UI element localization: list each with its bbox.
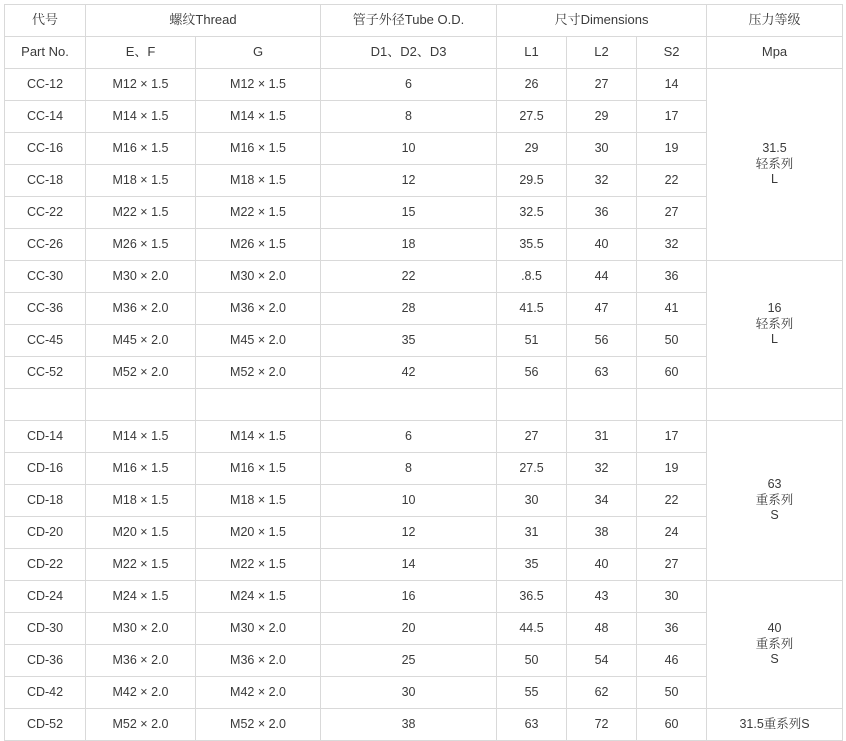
cell-ef: M22 × 1.5: [86, 197, 196, 229]
cell-l1: 51: [497, 325, 567, 357]
cell-g: M18 × 1.5: [196, 485, 321, 517]
header-l1: L1: [497, 37, 567, 69]
cell-s2: 36: [637, 261, 707, 293]
cell-part-no: CC-30: [5, 261, 86, 293]
cell-g: M12 × 1.5: [196, 69, 321, 101]
cell-part-no: CC-18: [5, 165, 86, 197]
cell-tube-od: 10: [321, 485, 497, 517]
cell-g: M22 × 1.5: [196, 197, 321, 229]
cell-s2: 24: [637, 517, 707, 549]
cell-s2: 36: [637, 613, 707, 645]
cell-l1: 31: [497, 517, 567, 549]
cell-part-no: CC-52: [5, 357, 86, 389]
cell-s2: 22: [637, 485, 707, 517]
cell-pressure-rating: [707, 421, 843, 581]
cell-ef: M16 × 1.5: [86, 453, 196, 485]
header-pressure-group: 压力等级: [707, 5, 843, 37]
cell-l2: 36: [567, 197, 637, 229]
cell-ef: M18 × 1.5: [86, 165, 196, 197]
cell-tube-od: 15: [321, 197, 497, 229]
header-mpa: Mpa: [707, 37, 843, 69]
cell-ef: M14 × 1.5: [86, 421, 196, 453]
cell-tube-od: 12: [321, 517, 497, 549]
cell-tube-od: 42: [321, 357, 497, 389]
cell-l2: 40: [567, 549, 637, 581]
cell-g: M16 × 1.5: [196, 453, 321, 485]
cell-l2: 29: [567, 101, 637, 133]
header-ef: E、F: [86, 37, 196, 69]
cell-l2: 72: [567, 709, 637, 741]
header-dimensions-group: 尺寸Dimensions: [497, 5, 707, 37]
cell-tube-od: 16: [321, 581, 497, 613]
cell-s2: 60: [637, 357, 707, 389]
table-row: [5, 421, 843, 453]
cell-s2: 30: [637, 581, 707, 613]
cell-l2: 34: [567, 485, 637, 517]
pressure-value: 40: [767, 621, 782, 636]
cell-s2: 14: [637, 69, 707, 101]
cell-g: M30 × 2.0: [196, 261, 321, 293]
cell-s2: 19: [637, 453, 707, 485]
cell-part-no: CC-26: [5, 229, 86, 261]
cell-part-no: CD-16: [5, 453, 86, 485]
cell-ef: M30 × 2.0: [86, 613, 196, 645]
cell-ef: M26 × 1.5: [86, 229, 196, 261]
cell-l2: 63: [567, 357, 637, 389]
header-g: G: [196, 37, 321, 69]
cell-tube-od: 12: [321, 165, 497, 197]
cell-l2: 32: [567, 165, 637, 197]
cell-pressure-rating: [707, 261, 843, 389]
cell-g: M14 × 1.5: [196, 101, 321, 133]
cell-part-no: CC-45: [5, 325, 86, 357]
cell-s2: 19: [637, 133, 707, 165]
cell-part-no: CD-14: [5, 421, 86, 453]
cell-ef: M42 × 2.0: [86, 677, 196, 709]
cell-g: M16 × 1.5: [196, 133, 321, 165]
header-l2: L2: [567, 37, 637, 69]
cell-s2: [637, 389, 707, 421]
pressure-code: L: [771, 172, 778, 187]
cell-pressure-rating: [707, 389, 843, 421]
pressure-value: 16: [767, 301, 782, 316]
cell-s2: 46: [637, 645, 707, 677]
cell-g: M26 × 1.5: [196, 229, 321, 261]
table-row-separator: [5, 389, 843, 421]
cell-part-no: CC-14: [5, 101, 86, 133]
cell-g: M36 × 2.0: [196, 645, 321, 677]
cell-ef: M45 × 2.0: [86, 325, 196, 357]
cell-l1: 35: [497, 549, 567, 581]
cell-ef: M14 × 1.5: [86, 101, 196, 133]
cell-l2: 31: [567, 421, 637, 453]
cell-g: M20 × 1.5: [196, 517, 321, 549]
cell-part-no: CD-24: [5, 581, 86, 613]
specification-table: [4, 4, 843, 741]
cell-part-no: CD-22: [5, 549, 86, 581]
cell-pressure-rating: [707, 581, 843, 709]
cell-l1: 56: [497, 357, 567, 389]
cell-pressure-rating: 31.5重系列S: [707, 709, 843, 741]
cell-l1: 36.5: [497, 581, 567, 613]
cell-l2: 47: [567, 293, 637, 325]
cell-part-no: CC-12: [5, 69, 86, 101]
cell-g: M52 × 2.0: [196, 357, 321, 389]
cell-g: M45 × 2.0: [196, 325, 321, 357]
cell-g: M24 × 1.5: [196, 581, 321, 613]
cell-ef: M12 × 1.5: [86, 69, 196, 101]
cell-l2: 62: [567, 677, 637, 709]
cell-ef: M22 × 1.5: [86, 549, 196, 581]
cell-part-no: CD-52: [5, 709, 86, 741]
cell-tube-od: 18: [321, 229, 497, 261]
pressure-code: S: [770, 652, 779, 667]
cell-tube-od: 35: [321, 325, 497, 357]
cell-tube-od: 6: [321, 421, 497, 453]
cell-l1: 26: [497, 69, 567, 101]
header-d1-d2-d3: D1、D2、D3: [321, 37, 497, 69]
cell-l2: 44: [567, 261, 637, 293]
cell-l1: 29.5: [497, 165, 567, 197]
cell-ef: M36 × 2.0: [86, 645, 196, 677]
cell-part-no: CD-30: [5, 613, 86, 645]
cell-pressure-rating: [707, 69, 843, 261]
cell-ef: M52 × 2.0: [86, 709, 196, 741]
cell-ef: M18 × 1.5: [86, 485, 196, 517]
cell-tube-od: 8: [321, 101, 497, 133]
table-row: [5, 261, 843, 293]
cell-s2: 60: [637, 709, 707, 741]
header-thread-group: 螺纹Thread: [86, 5, 321, 37]
cell-s2: 41: [637, 293, 707, 325]
cell-tube-od: 14: [321, 549, 497, 581]
pressure-series: 重系列: [755, 492, 794, 507]
cell-l2: 43: [567, 581, 637, 613]
cell-tube-od: 30: [321, 677, 497, 709]
pressure-series: 轻系列: [755, 316, 794, 331]
cell-part-no: [5, 389, 86, 421]
cell-g: M52 × 2.0: [196, 709, 321, 741]
cell-ef: M30 × 2.0: [86, 261, 196, 293]
cell-l1: [497, 389, 567, 421]
cell-l2: 27: [567, 69, 637, 101]
cell-l1: 35.5: [497, 229, 567, 261]
cell-ef: M16 × 1.5: [86, 133, 196, 165]
cell-tube-od: 8: [321, 453, 497, 485]
pressure-series: 轻系列: [755, 156, 794, 171]
cell-part-no: CC-22: [5, 197, 86, 229]
pressure-value: 63: [767, 477, 782, 492]
cell-g: M42 × 2.0: [196, 677, 321, 709]
cell-tube-od: 22: [321, 261, 497, 293]
cell-tube-od: 28: [321, 293, 497, 325]
cell-part-no: CD-18: [5, 485, 86, 517]
cell-l1: 55: [497, 677, 567, 709]
cell-part-no: CC-36: [5, 293, 86, 325]
cell-l1: .8.5: [497, 261, 567, 293]
cell-l2: 54: [567, 645, 637, 677]
cell-part-no: CD-20: [5, 517, 86, 549]
cell-s2: 22: [637, 165, 707, 197]
cell-ef: M36 × 2.0: [86, 293, 196, 325]
cell-l2: 38: [567, 517, 637, 549]
cell-part-no: CD-42: [5, 677, 86, 709]
pressure-value: 31.5: [762, 141, 787, 156]
cell-s2: 50: [637, 325, 707, 357]
cell-s2: 32: [637, 229, 707, 261]
table-header-sub-row: [5, 37, 843, 69]
cell-tube-od: 10: [321, 133, 497, 165]
cell-l2: 32: [567, 453, 637, 485]
cell-g: M36 × 2.0: [196, 293, 321, 325]
cell-ef: [86, 389, 196, 421]
cell-l2: 48: [567, 613, 637, 645]
cell-l1: 29: [497, 133, 567, 165]
cell-l2: 56: [567, 325, 637, 357]
cell-l2: [567, 389, 637, 421]
cell-l1: 27: [497, 421, 567, 453]
table-row: [5, 69, 843, 101]
cell-s2: 27: [637, 549, 707, 581]
cell-s2: 17: [637, 101, 707, 133]
cell-g: M14 × 1.5: [196, 421, 321, 453]
table-header-top-row: [5, 5, 843, 37]
cell-l2: 40: [567, 229, 637, 261]
header-tube-od-group: 管子外径Tube O.D.: [321, 5, 497, 37]
header-s2: S2: [637, 37, 707, 69]
cell-l1: 63: [497, 709, 567, 741]
cell-ef: M24 × 1.5: [86, 581, 196, 613]
table-row: [5, 709, 843, 741]
cell-ef: M20 × 1.5: [86, 517, 196, 549]
cell-s2: 27: [637, 197, 707, 229]
cell-l1: 30: [497, 485, 567, 517]
cell-l1: 27.5: [497, 101, 567, 133]
cell-g: [196, 389, 321, 421]
cell-tube-od: 20: [321, 613, 497, 645]
header-part-no: Part No.: [5, 37, 86, 69]
header-part-no-group: 代号: [5, 5, 86, 37]
pressure-code: S: [770, 508, 779, 523]
cell-part-no: CC-16: [5, 133, 86, 165]
cell-l1: 27.5: [497, 453, 567, 485]
pressure-code: L: [771, 332, 778, 347]
cell-l1: 32.5: [497, 197, 567, 229]
cell-tube-od: 6: [321, 69, 497, 101]
pressure-series: 重系列: [755, 636, 794, 651]
table-row: [5, 581, 843, 613]
cell-l1: 41.5: [497, 293, 567, 325]
cell-g: M18 × 1.5: [196, 165, 321, 197]
cell-l1: 50: [497, 645, 567, 677]
cell-tube-od: 38: [321, 709, 497, 741]
cell-l2: 30: [567, 133, 637, 165]
cell-part-no: CD-36: [5, 645, 86, 677]
cell-tube-od: [321, 389, 497, 421]
cell-s2: 17: [637, 421, 707, 453]
cell-s2: 50: [637, 677, 707, 709]
cell-ef: M52 × 2.0: [86, 357, 196, 389]
cell-g: M22 × 1.5: [196, 549, 321, 581]
cell-g: M30 × 2.0: [196, 613, 321, 645]
cell-l1: 44.5: [497, 613, 567, 645]
cell-tube-od: 25: [321, 645, 497, 677]
